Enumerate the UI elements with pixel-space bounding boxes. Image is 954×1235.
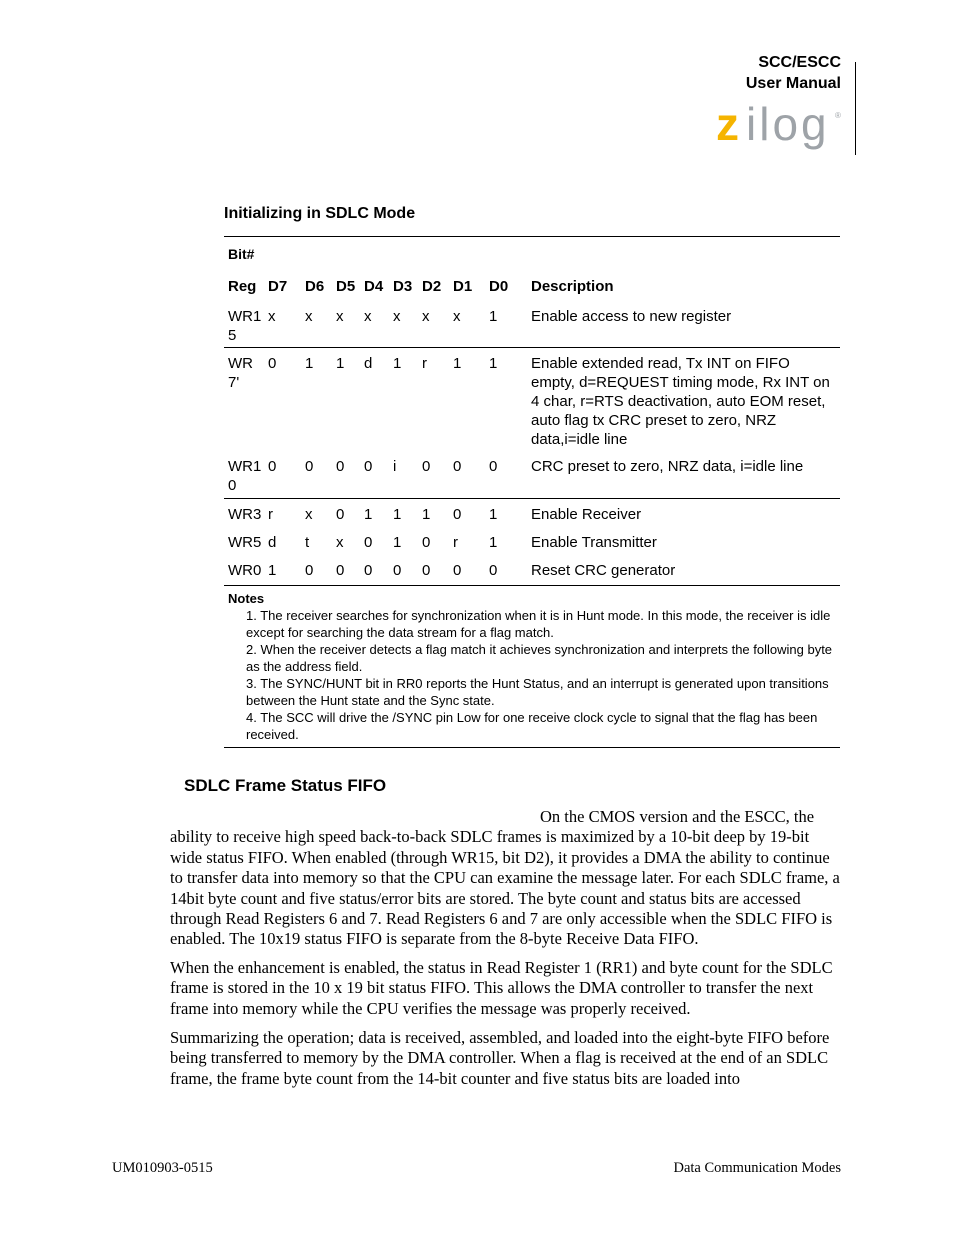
bit-value-d3: 1 (393, 534, 402, 551)
bit-value-d3: 1 (393, 506, 402, 523)
bit-value-d7: 0 (268, 355, 277, 372)
bit-value-d4: 1 (364, 506, 373, 523)
header-d2: D2 (422, 278, 442, 295)
bit-value-d7: d (268, 534, 277, 551)
bit-value-d6: 0 (305, 562, 314, 579)
table-body (224, 301, 840, 585)
header-d1: D1 (453, 278, 473, 295)
bit-value-d1: 1 (453, 355, 462, 372)
header-reg: Reg (228, 278, 257, 295)
header-d6: D6 (305, 278, 325, 295)
note-item: 2. When the receiver detects a flag match it achieves synchronization and interprets the following byte as the address field. (246, 642, 833, 674)
bit-value-d2: r (422, 355, 427, 372)
section-title: Initializing in SDLC Mode (224, 205, 416, 222)
header-d3: D3 (393, 278, 413, 295)
bit-value-d3: 1 (393, 355, 402, 372)
header-title-line2: User Manual (745, 75, 841, 92)
bit-value-d7: 0 (268, 458, 277, 475)
notes-title: Notes (228, 591, 265, 606)
header-description: Description (531, 278, 614, 295)
register-description: CRC preset to zero, NRZ data, i=idle line (531, 458, 804, 475)
bit-value-d6: 0 (305, 458, 314, 475)
bit-value-d0: 0 (489, 562, 498, 579)
footer-chapter-title: Data Communication Modes (673, 1160, 841, 1176)
logo-ilog-letters: ilog (746, 106, 830, 150)
header-d4: D4 (364, 278, 384, 295)
bit-value-d1: 0 (453, 458, 462, 475)
bit-value-d1: 0 (453, 562, 462, 579)
bit-value-d4: 0 (364, 562, 373, 579)
register-description: Enable extended read, Tx INT on FIFO empty, d=REQUEST timing mode, Rx INT on 4 char, r=RTS deactivation, auto EOM reset, auto flag tx CRC preset to zero, NRZ data,i=idle line (531, 355, 830, 448)
bit-value-d5: 1 (336, 355, 345, 372)
bit-value-d4: 0 (364, 458, 373, 475)
bit-value-d0: 1 (489, 308, 498, 325)
bit-value-d7: x (268, 308, 276, 325)
register-name: WR10 (228, 458, 262, 494)
table-row (224, 347, 840, 451)
bit-value-d2: 0 (422, 534, 431, 551)
table-row (224, 555, 840, 585)
bit-value-d3: i (393, 458, 397, 475)
bit-value-d0: 1 (489, 355, 498, 372)
bit-value-d4: 0 (364, 534, 373, 551)
document-header (746, 52, 841, 94)
registered-mark-icon: ® (835, 111, 841, 120)
logo-z-letter: z (716, 106, 739, 150)
bit-value-d5: 0 (336, 562, 345, 579)
bit-value-d5: x (336, 308, 344, 325)
register-name: WR3 (228, 506, 262, 523)
body-paragraph-2: When the enhancement is enabled, the status in Read Register 1 (RR1) and byte count for the SDLC frame is stored in the 10 x 19 bit status FIFO. This allows the DMA controller to transfer the next frame into memory while the CPU verifies the message was properly received. (170, 958, 833, 1018)
body-paragraph-1: On the CMOS version and the ESCC, the ability to receive high speed back-to-back SDLC frames is maximized by a 10-bit deep by 19-bit wide status FIFO. When enabled (through WR15, bit D2), it provides a DMA the ability to continue to transfer data into memory so that the CPU can examine the message later. For each SDLC frame, a 14bit byte count and five status/error bits are stored. The byte count and status bits are accessed through Read Registers 6 and 7. Read Registers 6 and 7 are only accessible when the SDLC FIFO is enabled. The 10x19 status FIFO is separate from the 8-byte Receive Data FIFO. (170, 807, 840, 949)
register-description: Reset CRC generator (531, 562, 676, 579)
header-d5: D5 (336, 278, 356, 295)
bit-value-d7: r (268, 506, 273, 523)
bit-label: Bit# (228, 246, 255, 262)
bit-value-d5: 0 (336, 458, 345, 475)
body-paragraph-3: Summarizing the operation; data is received, assembled, and loaded into the eight-byte FIFO before being transferred to memory by the DMA controller. When a flag is received at the end of an SDLC frame, the frame byte count from the 14-bit counter and five status bits are loaded into (170, 1028, 830, 1088)
footer-doc-number: UM010903-0515 (112, 1160, 213, 1176)
register-description: Enable Receiver (531, 506, 642, 523)
table-row (224, 498, 840, 527)
note-item: 3. The SYNC/HUNT bit in RR0 reports the Hunt Status, and an interrupt is generated upon transitions between the Hunt state and the Sync state. (246, 676, 829, 708)
bit-value-d3: x (393, 308, 401, 325)
notes-list (228, 607, 840, 743)
register-description: Enable Transmitter (531, 534, 657, 551)
register-table (224, 236, 840, 748)
bit-value-d6: x (305, 506, 313, 523)
register-description: Enable access to new register (531, 308, 732, 325)
header-d0: D0 (489, 278, 509, 295)
header-d7: D7 (268, 278, 288, 295)
note-item: 4. The SCC will drive the /SYNC pin Low for one receive clock cycle to signal that the flag has been received. (246, 710, 818, 742)
bit-value-d0: 1 (489, 506, 498, 523)
bit-value-d2: x (422, 308, 430, 325)
bit-value-d7: 1 (268, 562, 277, 579)
register-name: WR7' (228, 355, 253, 391)
subsection-title: SDLC Frame Status FIFO (184, 776, 387, 795)
bit-value-d1: r (453, 534, 458, 551)
bit-value-d6: 1 (305, 355, 314, 372)
note-item: 1. The receiver searches for synchronization when it is in Hunt mode. In this mode, the receiver is idle except for searching the data stream for a flag match. (246, 608, 831, 640)
zilog-logo (714, 106, 844, 158)
bit-value-d1: x (453, 308, 461, 325)
table-header-row (224, 271, 840, 301)
table-row (224, 301, 840, 347)
register-name: WR15 (228, 308, 262, 344)
bit-value-d5: x (336, 534, 344, 551)
bit-value-d4: d (364, 355, 373, 372)
bit-value-d2: 1 (422, 506, 431, 523)
bit-value-d0: 0 (489, 458, 498, 475)
bit-value-d5: 0 (336, 506, 345, 523)
bit-value-d6: t (305, 534, 310, 551)
register-name: WR5 (228, 534, 262, 551)
table-notes (224, 585, 840, 748)
bit-value-d3: 0 (393, 562, 402, 579)
bit-value-d6: x (305, 308, 313, 325)
table-row (224, 451, 840, 498)
register-name: WR0 (228, 562, 262, 579)
bit-value-d2: 0 (422, 562, 431, 579)
bit-value-d2: 0 (422, 458, 431, 475)
header-title-line1: SCC/ESCC (758, 54, 841, 71)
bit-value-d0: 1 (489, 534, 498, 551)
header-vertical-rule (855, 62, 856, 155)
bit-value-d4: x (364, 308, 372, 325)
bit-value-d1: 0 (453, 506, 462, 523)
table-row (224, 527, 840, 555)
